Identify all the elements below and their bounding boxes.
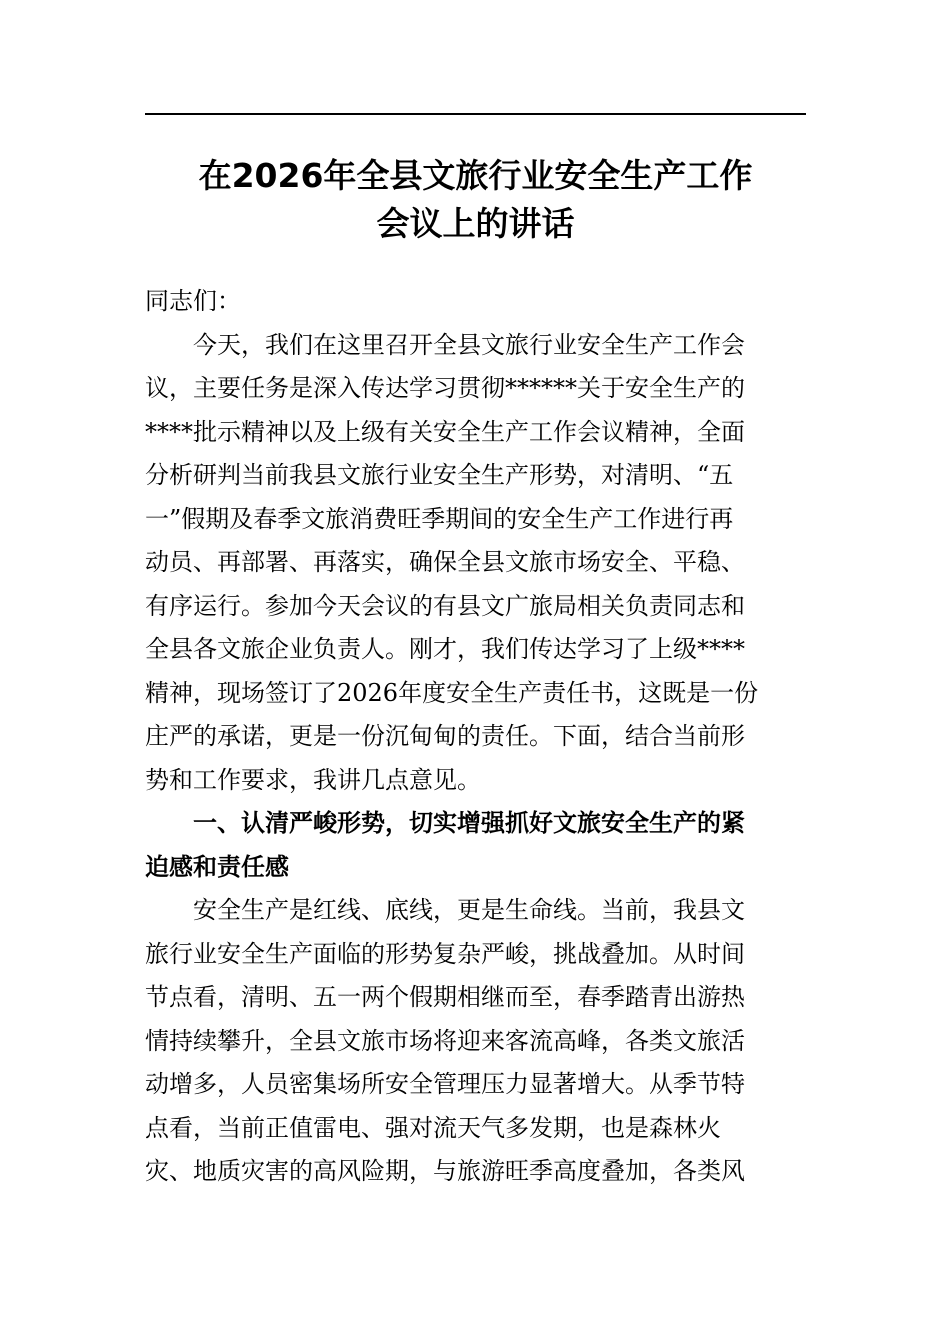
paragraph-line: 分析研判当前我县文旅行业安全生产形势，对清明、“五 bbox=[145, 461, 734, 489]
paragraph-line: 节点看，清明、五一两个假期相继而至，春季踏青出游热 bbox=[145, 983, 745, 1011]
paragraph-line: 灾、地质灾害的高风险期，与旅游旺季高度叠加，各类风 bbox=[145, 1157, 745, 1185]
document-title bbox=[145, 152, 806, 248]
title-line: 在2026年全县文旅行业安全生产工作 bbox=[198, 156, 753, 195]
paragraph-line: 旅行业安全生产面临的形势复杂严峻，挑战叠加。从时间 bbox=[145, 939, 745, 968]
paragraph-line: 议，主要任务是深入传达学习贯彻******关于安全生产的 bbox=[145, 374, 745, 402]
paragraph-line: 一”假期及春季文旅消费旺季期间的安全生产工作进行再 bbox=[145, 504, 734, 533]
paragraph-line: 今天，我们在这里召开全县文旅行业安全生产工作会 bbox=[193, 330, 745, 359]
paragraph-line: 有序运行。参加今天会议的有县文广旅局相关负责同志和 bbox=[145, 591, 745, 620]
paragraph-intro bbox=[145, 324, 806, 803]
paragraph-line: 安全生产是红线、底线，更是生命线。当前，我县文 bbox=[193, 896, 745, 924]
heading-line: 迫感和责任感 bbox=[145, 852, 289, 881]
heading-line: 一、认清严峻形势，切实增强抓好文旅安全生产的紧 bbox=[193, 809, 745, 837]
document-body bbox=[145, 280, 806, 1194]
paragraph-line: 动员、再部署、再落实，确保全县文旅市场安全、平稳、 bbox=[145, 548, 745, 576]
paragraph-line: ****批示精神以及上级有关安全生产工作会议精神，全面 bbox=[145, 417, 745, 446]
paragraph-line: 势和工作要求，我讲几点意见。 bbox=[145, 765, 481, 794]
paragraph-line: 点看，当前正值雷电、强对流天气多发期，也是森林火 bbox=[145, 1113, 721, 1142]
paragraph-line: 全县各文旅企业负责人。刚才，我们传达学习了上级**** bbox=[145, 635, 745, 663]
title-line: 会议上的讲话 bbox=[376, 204, 575, 243]
paragraph-line: 情持续攀升，全县文旅市场将迎来客流高峰，各类文旅活 bbox=[145, 1026, 745, 1055]
salutation: 同志们： bbox=[145, 287, 241, 315]
header-rule bbox=[145, 113, 806, 115]
paragraph-line: 动增多，人员密集场所安全管理压力显著增大。从季节特 bbox=[145, 1070, 745, 1098]
paragraph-line: 庄严的承诺，更是一份沉甸甸的责任。下面，结合当前形 bbox=[145, 722, 745, 750]
paragraph-line: 精神，现场签订了2026年度安全生产责任书，这既是一份 bbox=[145, 678, 759, 707]
section-heading-1 bbox=[145, 802, 806, 889]
paragraph-situation bbox=[145, 889, 806, 1194]
